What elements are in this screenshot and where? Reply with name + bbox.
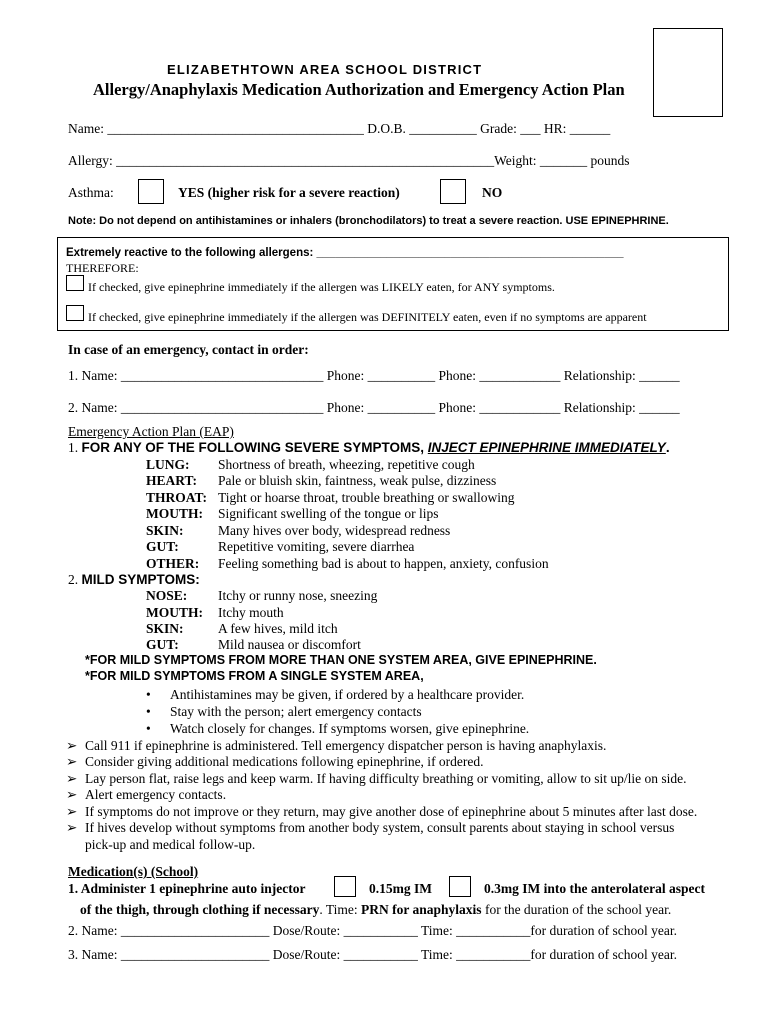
severe-text-skin: Many hives over body, widespread redness [218, 523, 451, 538]
student-name-line[interactable]: Name: ______________________________________ D.O.B. __________ Grade: ___ HR: ______ [68, 121, 611, 136]
step-item: If hives develop without symptoms from another body system, consult parents about staying in school versus [85, 820, 675, 835]
asthma-no-checkbox[interactable] [440, 179, 466, 204]
photo-box [653, 28, 723, 117]
contact-row-1[interactable]: 1. Name: ______________________________ Phone: __________ Phone: ____________ Relationship: ______ [68, 368, 680, 383]
asthma-no-label: NO [482, 185, 503, 200]
medication-heading: Medication(s) (School) [68, 864, 199, 879]
allergens-heading[interactable]: Extremely reactive to the following allergens: ________________________________________________ [66, 247, 624, 259]
medication-row-2[interactable]: 2. Name: ______________________ Dose/Route: ___________ Time: ___________for duration of school year. [68, 923, 677, 938]
severe-label-gut: GUT: [146, 539, 179, 554]
severe-text-gut: Repetitive vomiting, severe diarrhea [218, 539, 415, 554]
dose-03-label: 0.3mg IM into the anterolateral aspect [484, 881, 705, 896]
page-title: Allergy/Anaphylaxis Medication Authorization and Emergency Action Plan [93, 80, 625, 99]
asthma-yes-checkbox[interactable] [138, 179, 164, 204]
step-item: Call 911 if epinephrine is administered. Tell emergency dispatcher person is having anaphylaxis. [85, 738, 607, 753]
severe-label-heart: HEART: [146, 473, 198, 488]
asthma-yes-label: YES (higher risk for a severe reaction) [178, 185, 400, 200]
arrow-icon: ➢ [66, 771, 78, 786]
bullet-icon: • [146, 704, 151, 719]
severe-text-lung: Shortness of breath, wheezing, repetitive cough [218, 457, 475, 472]
definitely-eaten-checkbox[interactable] [66, 305, 84, 321]
dose-015-checkbox[interactable] [334, 876, 356, 897]
step-item: Lay person flat, raise legs and keep warm. If having difficulty breathing or vomiting, allow to sit up/lie on side. [85, 771, 687, 786]
dose-03-checkbox[interactable] [449, 876, 471, 897]
severe-heading: 1. FOR ANY OF THE FOLLOWING SEVERE SYMPTOMS, INJECT EPINEPHRINE IMMEDIATELY. [68, 440, 670, 455]
step-item-continued: pick-up and medical follow-up. [85, 837, 256, 852]
epinephrine-instruction: 1. Administer 1 epinephrine auto injector [68, 881, 306, 896]
severe-text-mouth: Significant swelling of the tongue or lips [218, 506, 439, 521]
step-item: If symptoms do not improve or they return, may give another dose of epinephrine about 5 minutes after last dose. [85, 804, 698, 819]
step-item: Consider giving additional medications following epinephrine, if ordered. [85, 754, 484, 769]
contact-row-2[interactable]: 2. Name: ______________________________ Phone: __________ Phone: ____________ Relationship: ______ [68, 400, 680, 415]
bullet-item: Watch closely for changes. If symptoms worsen, give epinephrine. [170, 721, 530, 736]
dose-015-label: 0.15mg IM [369, 881, 432, 896]
allergy-weight-line[interactable]: Allergy: ________________________________________________________Weight: _______ pounds [68, 153, 630, 168]
arrow-icon: ➢ [66, 820, 78, 835]
district-name: ELIZABETHTOWN AREA SCHOOL DISTRICT [167, 62, 483, 77]
bullet-icon: • [146, 687, 151, 702]
step-item: Alert emergency contacts. [85, 787, 227, 802]
eap-heading: Emergency Action Plan (EAP) [68, 424, 234, 439]
mild-text-mouth: Itchy mouth [218, 605, 284, 620]
mild-text-skin: A few hives, mild itch [218, 621, 338, 636]
mild-text-nose: Itchy or runny nose, sneezing [218, 588, 378, 603]
epinephrine-note: Note: Do not depend on antihistamines or inhalers (bronchodilators) to treat a severe reaction. USE EPINEPHRINE. [68, 215, 669, 227]
likely-eaten-label: If checked, give epinephrine immediately if the allergen was LIKELY eaten, for ANY symptoms. [88, 280, 555, 294]
bullet-item: Antihistamines may be given, if ordered by a healthcare provider. [170, 687, 525, 702]
mild-multi-system-note: *FOR MILD SYMPTOMS FROM MORE THAN ONE SYSTEM AREA, GIVE EPINEPHRINE. [85, 653, 597, 667]
bullet-item: Stay with the person; alert emergency contacts [170, 704, 422, 719]
epinephrine-time-line: of the thigh, through clothing if necessary. Time: PRN for anaphylaxis for the duration of the school year. [80, 902, 672, 917]
medication-row-3[interactable]: 3. Name: ______________________ Dose/Route: ___________ Time: ___________for duration of school year. [68, 947, 677, 962]
therefore-label: THEREFORE: [66, 261, 139, 275]
mild-label-nose: NOSE: [146, 588, 188, 603]
mild-label-gut: GUT: [146, 637, 179, 652]
mild-label-skin: SKIN: [146, 621, 184, 636]
arrow-icon: ➢ [66, 754, 78, 769]
mild-label-mouth: MOUTH: [146, 605, 203, 620]
mild-heading: 2. MILD SYMPTOMS: [68, 572, 200, 587]
bullet-icon: • [146, 721, 151, 736]
severe-text-other: Feeling something bad is about to happen, anxiety, confusion [218, 556, 549, 571]
severe-label-lung: LUNG: [146, 457, 190, 472]
severe-text-throat: Tight or hoarse throat, trouble breathing or swallowing [218, 490, 515, 505]
contacts-heading: In case of an emergency, contact in order: [68, 342, 309, 357]
definitely-eaten-label: If checked, give epinephrine immediately if the allergen was DEFINITELY eaten, even if no symptoms are apparent [88, 310, 647, 324]
likely-eaten-checkbox[interactable] [66, 275, 84, 291]
arrow-icon: ➢ [66, 787, 78, 802]
severe-label-throat: THROAT: [146, 490, 208, 505]
severe-label-skin: SKIN: [146, 523, 184, 538]
arrow-icon: ➢ [66, 738, 78, 753]
arrow-icon: ➢ [66, 804, 78, 819]
severe-label-mouth: MOUTH: [146, 506, 203, 521]
asthma-label: Asthma: [68, 185, 114, 200]
mild-text-gut: Mild nausea or discomfort [218, 637, 361, 652]
severe-text-heart: Pale or bluish skin, faintness, weak pulse, dizziness [218, 473, 497, 488]
mild-single-system-note: *FOR MILD SYMPTOMS FROM A SINGLE SYSTEM AREA, [85, 669, 424, 683]
severe-label-other: OTHER: [146, 556, 200, 571]
